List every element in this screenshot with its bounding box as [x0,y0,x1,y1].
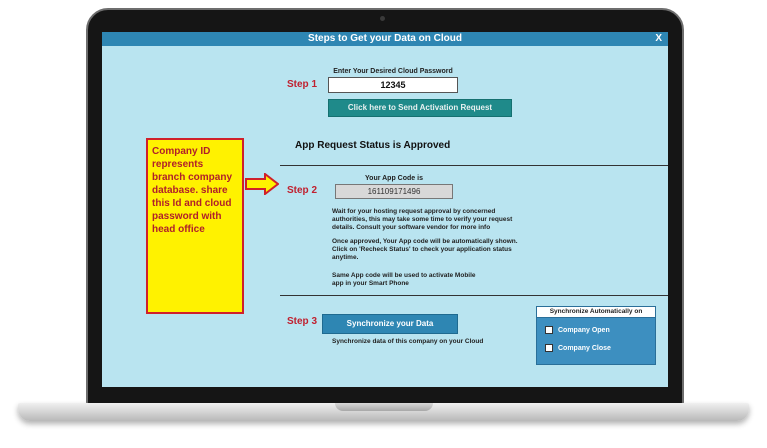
company-close-label: Company Close [558,344,611,352]
company-close-checkbox[interactable] [545,344,553,352]
laptop-notch [335,403,433,411]
webcam-icon [380,16,385,21]
company-open-option[interactable] [545,326,610,334]
request-status-text: App Request Status is Approved [295,140,451,151]
send-activation-button[interactable]: Click here to Send Activation Request [328,99,512,117]
divider [280,295,668,296]
arrow-right-icon [245,173,279,195]
divider [280,165,668,166]
cloud-password-field[interactable]: 12345 [328,77,458,93]
window-title: Steps to Get your Data on Cloud [308,33,462,44]
synchronize-data-button[interactable]: Synchronize your Data [322,314,458,334]
company-close-option[interactable] [545,344,611,352]
app-code-caption: Your App Code is [365,175,423,182]
sync-caption: Synchronize data of this company on your Cloud [332,338,484,345]
auto-sync-title: Synchronize Automatically on [537,307,655,318]
company-open-label: Company Open [558,326,610,334]
password-caption: Enter Your Desired Cloud Password [333,68,453,75]
approval-wait-text: Wait for your hosting request approval by concerned authorities, this may take some time to verify your request details. Consult your software vendor for more info [332,208,513,231]
company-open-checkbox[interactable] [545,326,553,334]
app-code-field: 161109171496 [335,184,453,199]
step1-label: Step 1 [287,79,318,90]
window-title-bar [102,32,668,46]
close-button[interactable]: X [655,33,662,44]
step2-label: Step 2 [287,185,318,196]
mobile-app-info-text: Same App code will be used to activate Mobile app in your Smart Phone [332,272,476,287]
app-code-info-text: Once approved, Your App code will be automatically shown. Click on 'Recheck Status' to check your application status anytime. [332,238,518,261]
auto-sync-panel [536,306,656,365]
step3-label: Step 3 [287,316,318,327]
company-id-callout: Company ID represents branch company database. share this Id and cloud password with head office [146,138,244,314]
